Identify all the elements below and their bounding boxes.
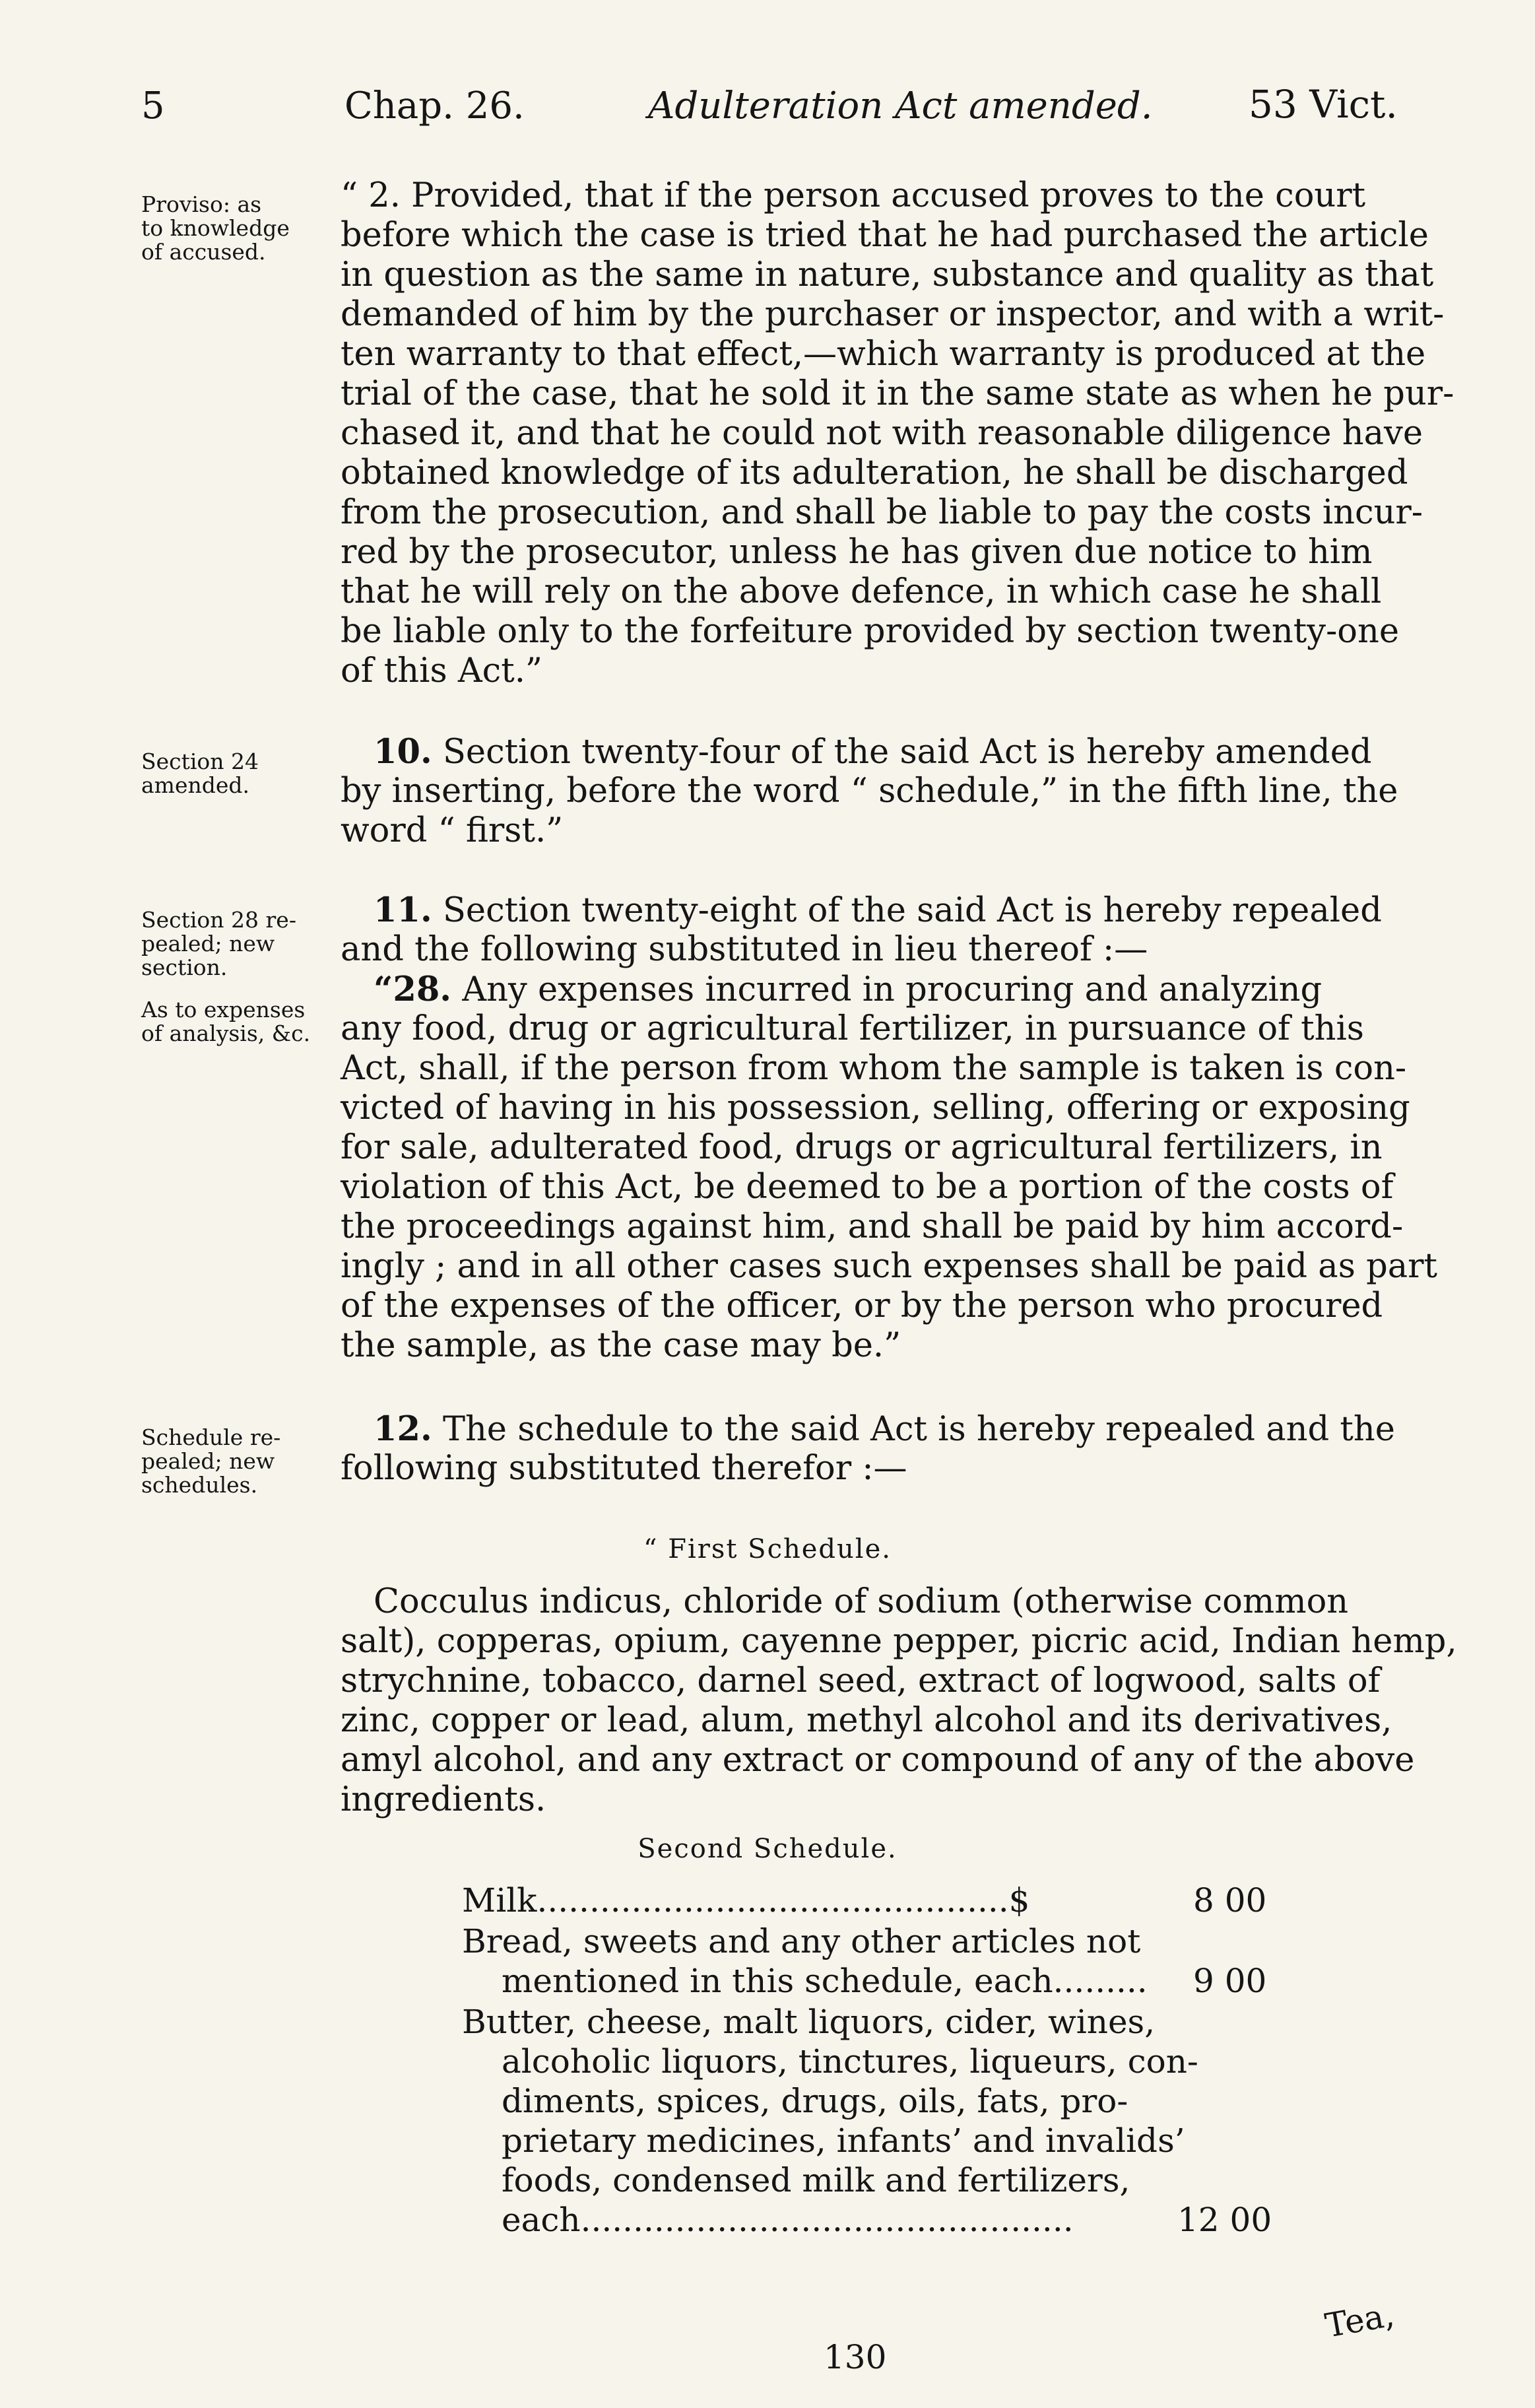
schedule-amount-milk: 8 00 [1193,1881,1267,1920]
text-line: red by the prosecutor, unless he has given due notice to him [341,533,1373,572]
margin-note-section-28: Section 28 re- pealed; new section. [141,907,296,980]
schedule-item-butter: Butter, cheese, malt liquors, cider, wines, [462,2003,1156,2041]
margin-note-proviso: Proviso: as to knowledge of accused. [141,191,290,265]
text-line: chased it, and that he could not with reasonable diligence have [341,414,1423,453]
margin-note-expenses: As to expenses of analysis, &c. [141,997,311,1046]
text-line: before which the case is tried that he had purchased the article [341,216,1429,255]
text-line: zinc, copper or lead, alum, methyl alcohol and its derivatives, [341,1701,1392,1740]
section-number: 12. [374,1409,432,1449]
text-line: be liable only to the forfeiture provided by section twenty-one [341,612,1400,651]
text-line: ingly ; and in all other cases such expenses shall be paid as part [341,1247,1438,1286]
margin-note-schedule: Schedule re- pealed; new schedules. [141,1424,281,1498]
text-line: of this Act.” [341,652,542,690]
text-line: Cocculus indicus, chloride of sodium (otherwise common [374,1582,1349,1621]
schedule-item-butter-cont: alcoholic liquors, tinctures, liqueurs, con- [502,2042,1198,2081]
schedule-item-butter-cont: foods, condensed milk and fertilizers, [502,2161,1130,2199]
text-line: trial of the case, that he sold it in the same state as when he pur- [341,374,1454,413]
text-line: the sample, as the case may be.” [341,1326,901,1365]
text-line: victed of having in his possession, selling, offering or exposing [341,1088,1410,1127]
text-line: amyl alcohol, and any extract or compound of any of the above [341,1741,1415,1780]
section-10-first-line: 10. Section twenty-four of the said Act is hereby amended [374,732,1372,772]
regnal-year: 53 Vict. [1249,82,1398,127]
section-number: “28. [374,970,452,1009]
text-line: Act, shall, if the person from whom the sample is taken is con- [341,1049,1407,1088]
chapter-label: Chap. 26. [344,84,525,127]
text-line: strychnine, tobacco, darnel seed, extract of logwood, salts of [341,1661,1381,1700]
schedule-item-butter-cont: prietary medicines, infants’ and invalids’ [502,2122,1185,2160]
schedule-item-butter-cont: each............................................... [502,2201,1074,2239]
text-line: for sale, adulterated food, drugs or agricultural fertilizers, in [341,1128,1383,1167]
text-line: word “ first.” [341,811,564,850]
margin-note-section-24: Section 24 amended. [141,749,259,798]
text-line: following substituted therefor :— [341,1449,907,1488]
text-line: that he will rely on the above defence, in which case he shall [341,572,1382,611]
text-line: ten warranty to that effect,—which warranty is produced at the [341,335,1426,374]
schedule-amount-butter: 12 00 [1177,2201,1272,2239]
text-line: salt), copperas, opium, cayenne pepper, picric acid, Indian hemp, [341,1622,1457,1661]
text-line: and the following substituted in lieu thereof :— [341,930,1148,969]
schedule-item-butter-cont: diments, spices, drugs, oils, fats, pro- [502,2082,1128,2120]
schedule-item-milk: Milk.............................................$ [462,1881,1030,1920]
first-schedule-heading: “ First Schedule. [643,1534,892,1564]
section-number: 11. [374,890,432,930]
text-line: ingredients. [341,1780,546,1819]
folio-number: 130 [824,2338,887,2376]
text-line: of the expenses of the officer, or by the person who procured [341,1287,1383,1325]
text-line: in question as the same in nature, substance and quality as that [341,255,1434,294]
catchword: Tea, [1322,2295,1398,2345]
text-line: by inserting, before the word “ schedule,” in the fifth line, the [341,772,1398,811]
text-line: any food, drug or agricultural fertilizer, in pursuance of this [341,1009,1364,1048]
text-line: the proceedings against him, and shall be paid by him accord- [341,1207,1404,1246]
schedule-item-bread: Bread, sweets and any other articles not [462,1922,1141,1960]
text-line: demanded of him by the purchaser or inspector, and with a writ- [341,295,1445,334]
text-line: obtained knowledge of its adulteration, he shall be discharged [341,453,1408,492]
text-line: “ 2. Provided, that if the person accused proves to the court [341,176,1366,215]
schedule-amount-bread: 9 00 [1193,1962,1267,2000]
page-number: 5 [141,84,165,127]
text-line: violation of this Act, be deemed to be a portion of the costs of [341,1168,1394,1207]
schedule-item-bread-cont: mentioned in this schedule, each......... [502,1962,1148,2000]
section-11-first-line: 11. Section twenty-eight of the said Act is hereby repealed [374,890,1382,930]
text-line: from the prosecution, and shall be liable to pay the costs incur- [341,493,1423,532]
section-12-first-line: 12. The schedule to the said Act is hereby repealed and the [374,1409,1395,1449]
running-title: Adulteration Act amended. [648,84,1153,127]
section-28-first-line: “28. Any expenses incurred in procuring and analyzing [374,970,1323,1009]
second-schedule-heading: Second Schedule. [637,1834,898,1864]
section-number: 10. [374,732,432,772]
